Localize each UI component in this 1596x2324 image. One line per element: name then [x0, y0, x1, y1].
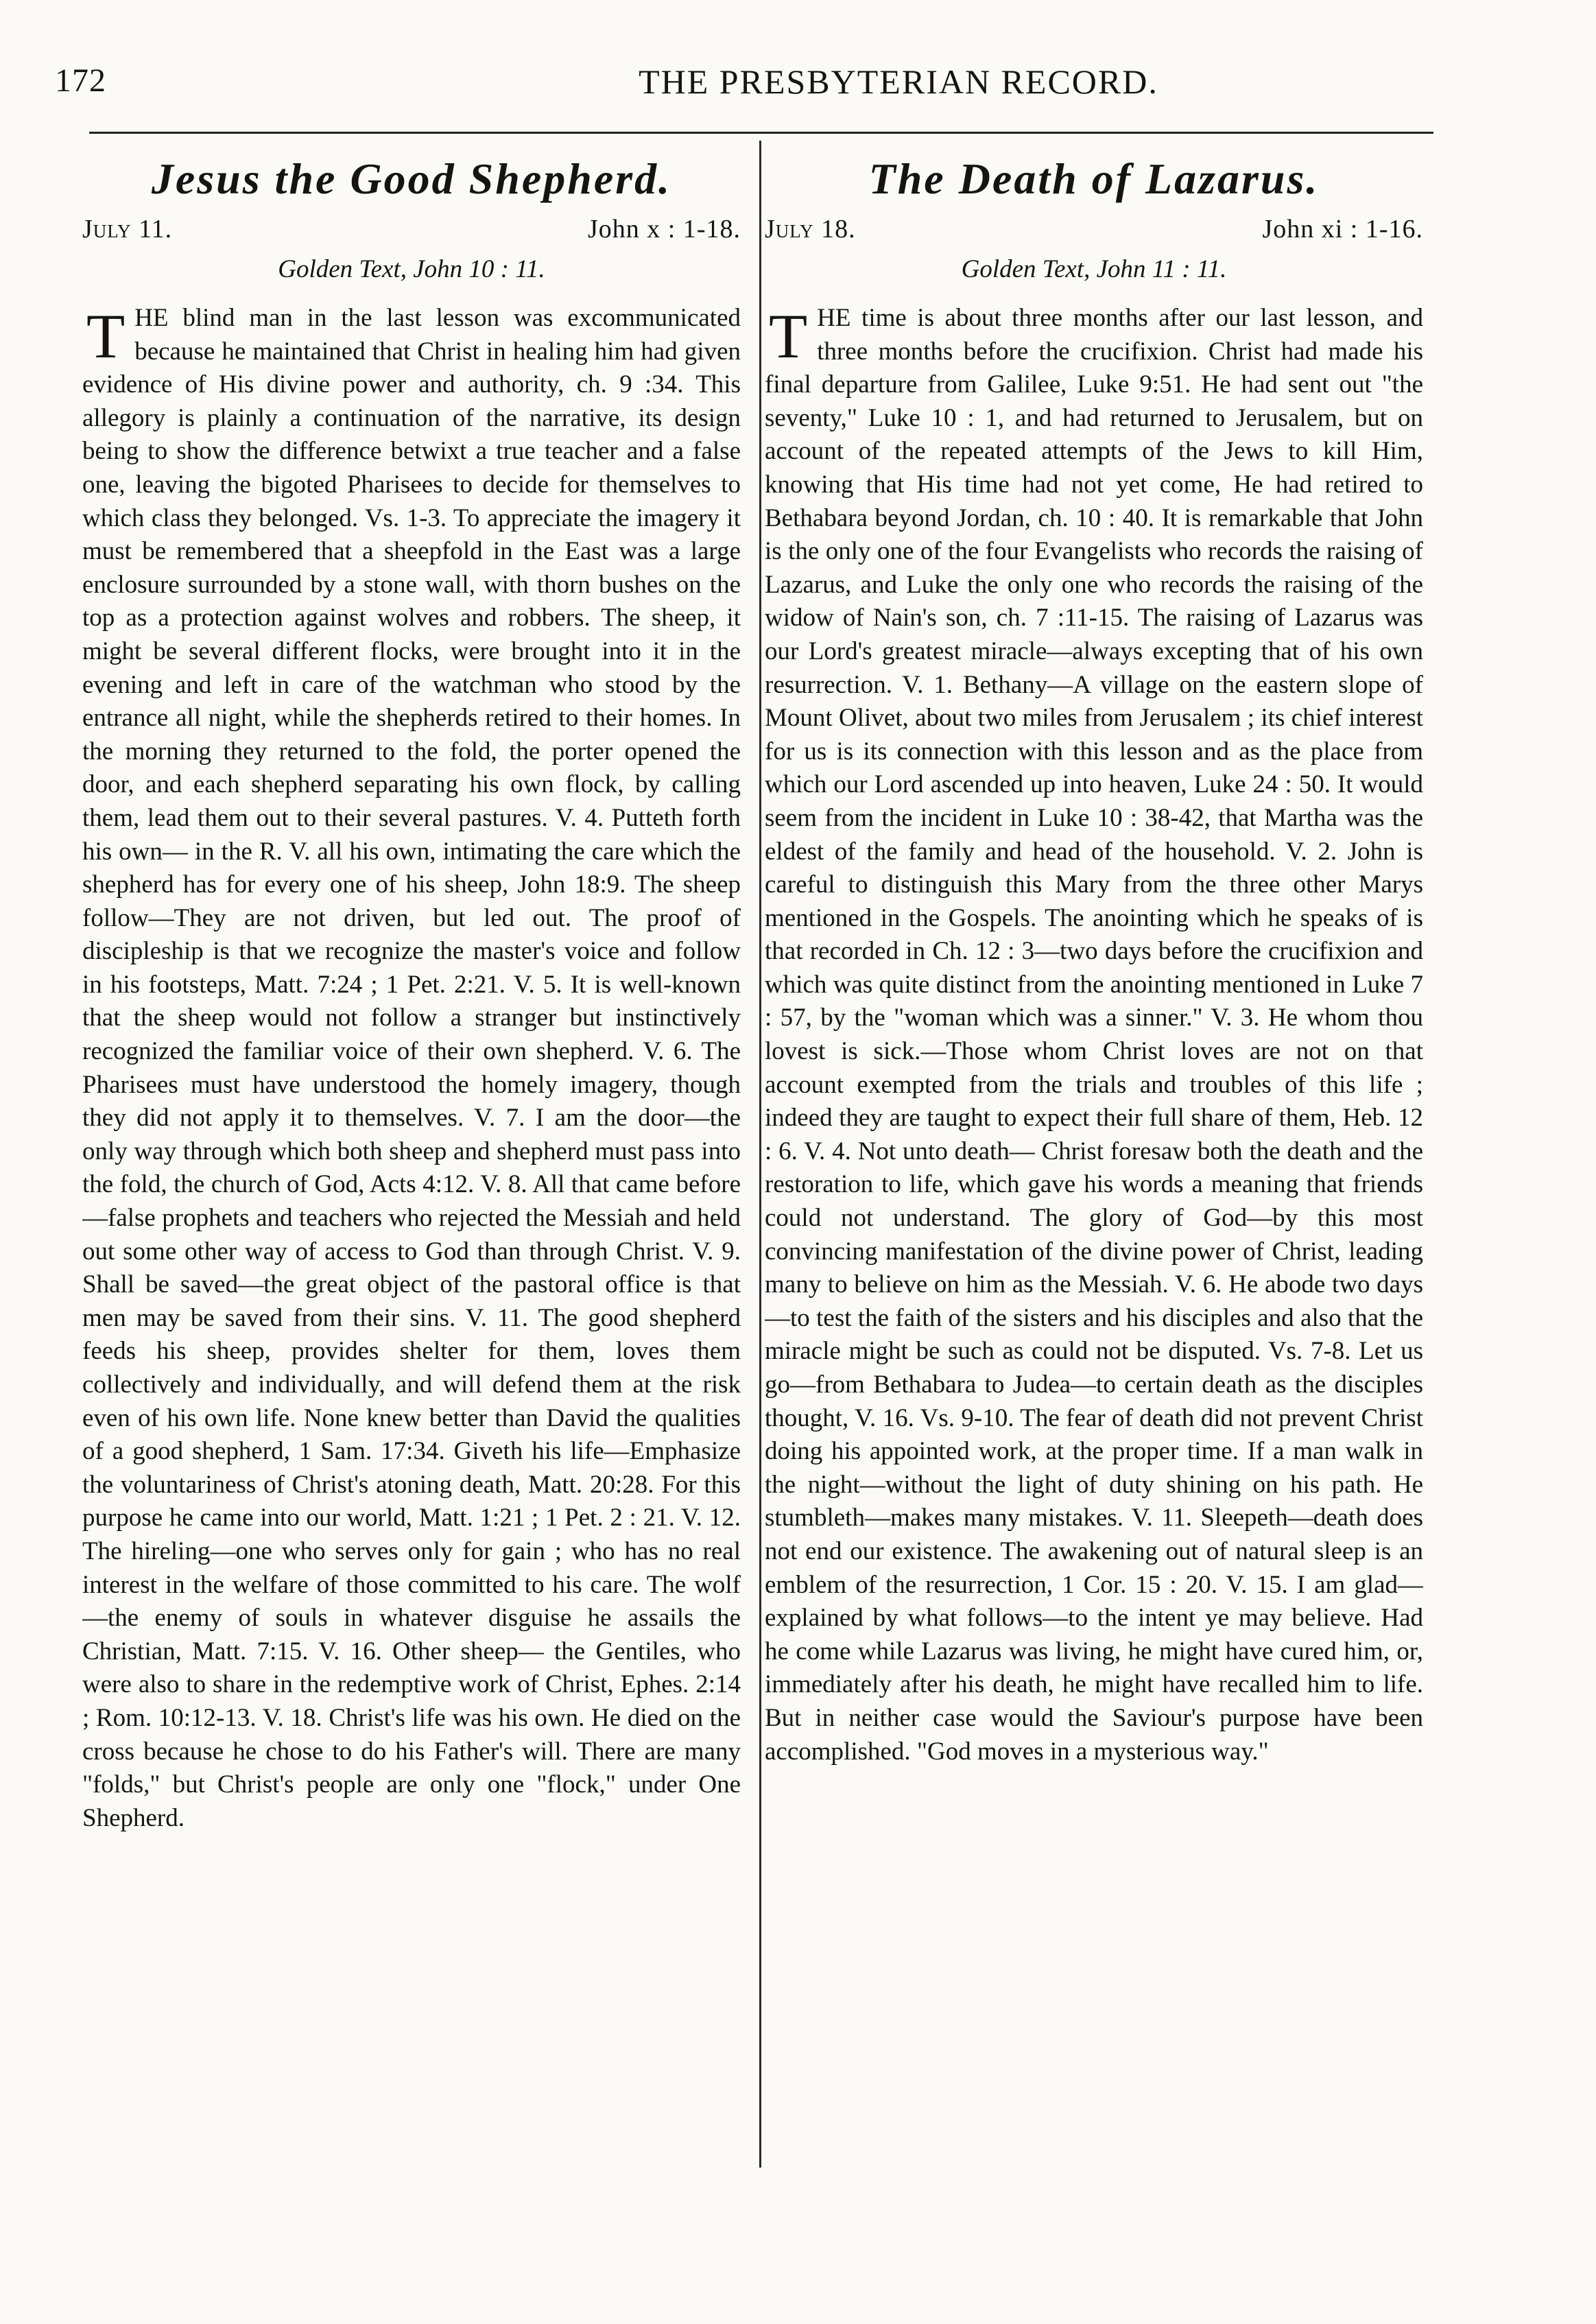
header-rule	[89, 132, 1433, 134]
left-article-date: July 11.	[82, 215, 173, 244]
left-article-meta	[82, 210, 741, 251]
right-article-reference: John xi : 1-16.	[1262, 215, 1423, 244]
right-article-title: The Death of Lazarus.	[868, 154, 1320, 203]
left-article-title: Jesus the Good Shepherd.	[151, 154, 672, 203]
right-column-article	[765, 151, 1423, 2181]
left-golden-text: Golden Text, John 10 : 11.	[278, 255, 545, 283]
right-article-date: July 18.	[765, 215, 856, 244]
right-article-body	[765, 302, 1423, 1768]
left-drop-cap: T	[86, 301, 126, 371]
left-column-article	[82, 151, 741, 2181]
page-number: 172	[55, 62, 106, 99]
column-divider	[759, 141, 761, 2168]
journal-title: THE PRESBYTERIAN RECORD.	[639, 62, 1158, 101]
right-golden-text: Golden Text, John 11 : 11.	[961, 255, 1227, 283]
running-head	[55, 62, 1427, 117]
right-drop-cap: T	[769, 301, 808, 371]
left-article-body	[82, 302, 741, 1835]
right-article-body-text: HE time is about three months after our last lesson, and three months before the crucifixion. Christ had made his final departure from Galilee, Luke 9:51. He had sent out "the seventy," Luke 10 : 1, and had returned to Jerusalem, but on account of the repeated attempts of the Jews to kill Him, knowing that His time had not yet come, He had retired to Bethabara beyond Jordan, ch. 10 : 40. It is remarkable that John is the only one of the four Evangelists who records the raising of Lazarus, and Luke the only one who records the raising of the widow of Nain's son, ch. 7 :11-15. The raising of Lazarus was our Lord's greatest miracle—always excepting that of his own resurrection. V. 1. Bethany—A village on the eastern slope of Mount Olivet, about two miles from Jerusalem ; its chief interest for us is its connection with this lesson and as the place from which our Lord ascended up into heaven, Luke 24 : 50. It would seem from the incident in Luke 10 : 38-42, that Martha was the eldest of the family and head of the household. V. 2. John is careful to distinguish this Mary from the three other Marys mentioned in the Gospels. The anointing which he speaks of is that recorded in Ch. 12 : 3—two days before the crucifixion and which was quite distinct from the anointing mentioned in Luke 7 : 57, by the "woman which was a sinner." V. 3. He whom thou lovest is sick.—Those whom Christ loves are not on that account exempted from the trials and troubles of this life ; indeed they are taught to expect their full share of them, Heb. 12 : 6. V. 4. Not unto death— Christ foresaw both the death and the restoration to life, which gave his words a meaning that friends could not understand. The glory of God—by this most convincing manifestation of the divine power of Christ, leading many to believe on him as the Messiah. V. 6. He abode two days—to test the faith of the sisters and his disciples and also that the miracle might be such as could not be disputed. Vs. 7-8. Let us go—from Bethabara to Judea—to certain death as the disciples thought, V. 16. Vs. 9-10. The fear of death did not prevent Christ doing his appointed work, at the proper time. If a man walk in the night—without the light of duty shining on his path. He stumbleth—makes many mistakes. V. 11. Sleepeth—death does not end our existence. The awakening out of natural sleep is an emblem of the resurrection, 1 Cor. 15 : 20. V. 15. I am glad—explained by what follows—to the intent ye may believe. Had he come while Lazarus was living, he might have cured him, or, immediately after his death, he might have recalled him to life. But in neither case would the Saviour's purpose have been accomplished. "God moves in a mysterious way."	[765, 304, 1423, 1766]
right-article-meta	[765, 210, 1423, 251]
left-article-body-text: HE blind man in the last lesson was excommunicated because he maintained that Christ in healing him had given evidence of His divine power and authority, ch. 9 :34. This allegory is plainly a continuation of the narrative, its design being to show the difference betwixt a true teacher and a false one, leaving the bigoted Pharisees to decide for themselves to which class they belonged. Vs. 1-3. To appreciate the imagery it must be remembered that a sheepfold in the East was a large enclosure surrounded by a stone wall, with thorn bushes on the top as a protection against wolves and robbers. The sheep, it might be several different flocks, were brought into it in the evening and left in care of the watchman who stood by the entrance all night, while the shepherds retired to their homes. In the morning they returned to the fold, the porter opened the door, and each shepherd separating his own flock, by calling them, lead them out to their several pastures. V. 4. Putteth forth his own— in the R. V. all his own, intimating the care which the shepherd has for every one of his sheep, John 18:9. The sheep follow—They are not driven, but led out. The proof of discipleship is that we recognize the master's voice and follow in his footsteps, Matt. 7:24 ; 1 Pet. 2:21. V. 5. It is well-known that the sheep would not follow a stranger but instinctively recognized the familiar voice of their own shepherd. V. 6. The Pharisees must have understood the homely imagery, though they did not apply it to themselves. V. 7. I am the door—the only way through which both sheep and shepherd must pass into the fold, the church of God, Acts 4:12. V. 8. All that came before—false prophets and teachers who rejected the Messiah and held out some other way of access to God than through Christ. V. 9. Shall be saved—the great object of the pastoral office is that men may be saved from their sins. V. 11. The good shepherd feeds his sheep, provides shelter for them, loves them collectively and individually, and will defend them at the risk even of his own life. None knew better than David the qualities of a good shepherd, 1 Sam. 17:34. Giveth his life—Emphasize the voluntariness of Christ's atoning death, Matt. 20:28. For this purpose he came into our world, Matt. 1:21 ; 1 Pet. 2 : 21. V. 12. The hireling—one who serves only for gain ; who has no real interest in the welfare of those committed to his care. The wolf—the enemy of souls in whatever disguise he assails the Christian, Matt. 7:15. V. 16. Other sheep— the Gentiles, who were also to share in the redemptive work of Christ, Ephes. 2:14 ; Rom. 10:12-13. V. 18. Christ's life was his own. He died on the cross because he chose to do his Father's will. There are many "folds," but Christ's people are only one "flock," under One Shepherd.	[82, 304, 741, 1832]
left-article-reference: John x : 1-18.	[588, 215, 741, 244]
